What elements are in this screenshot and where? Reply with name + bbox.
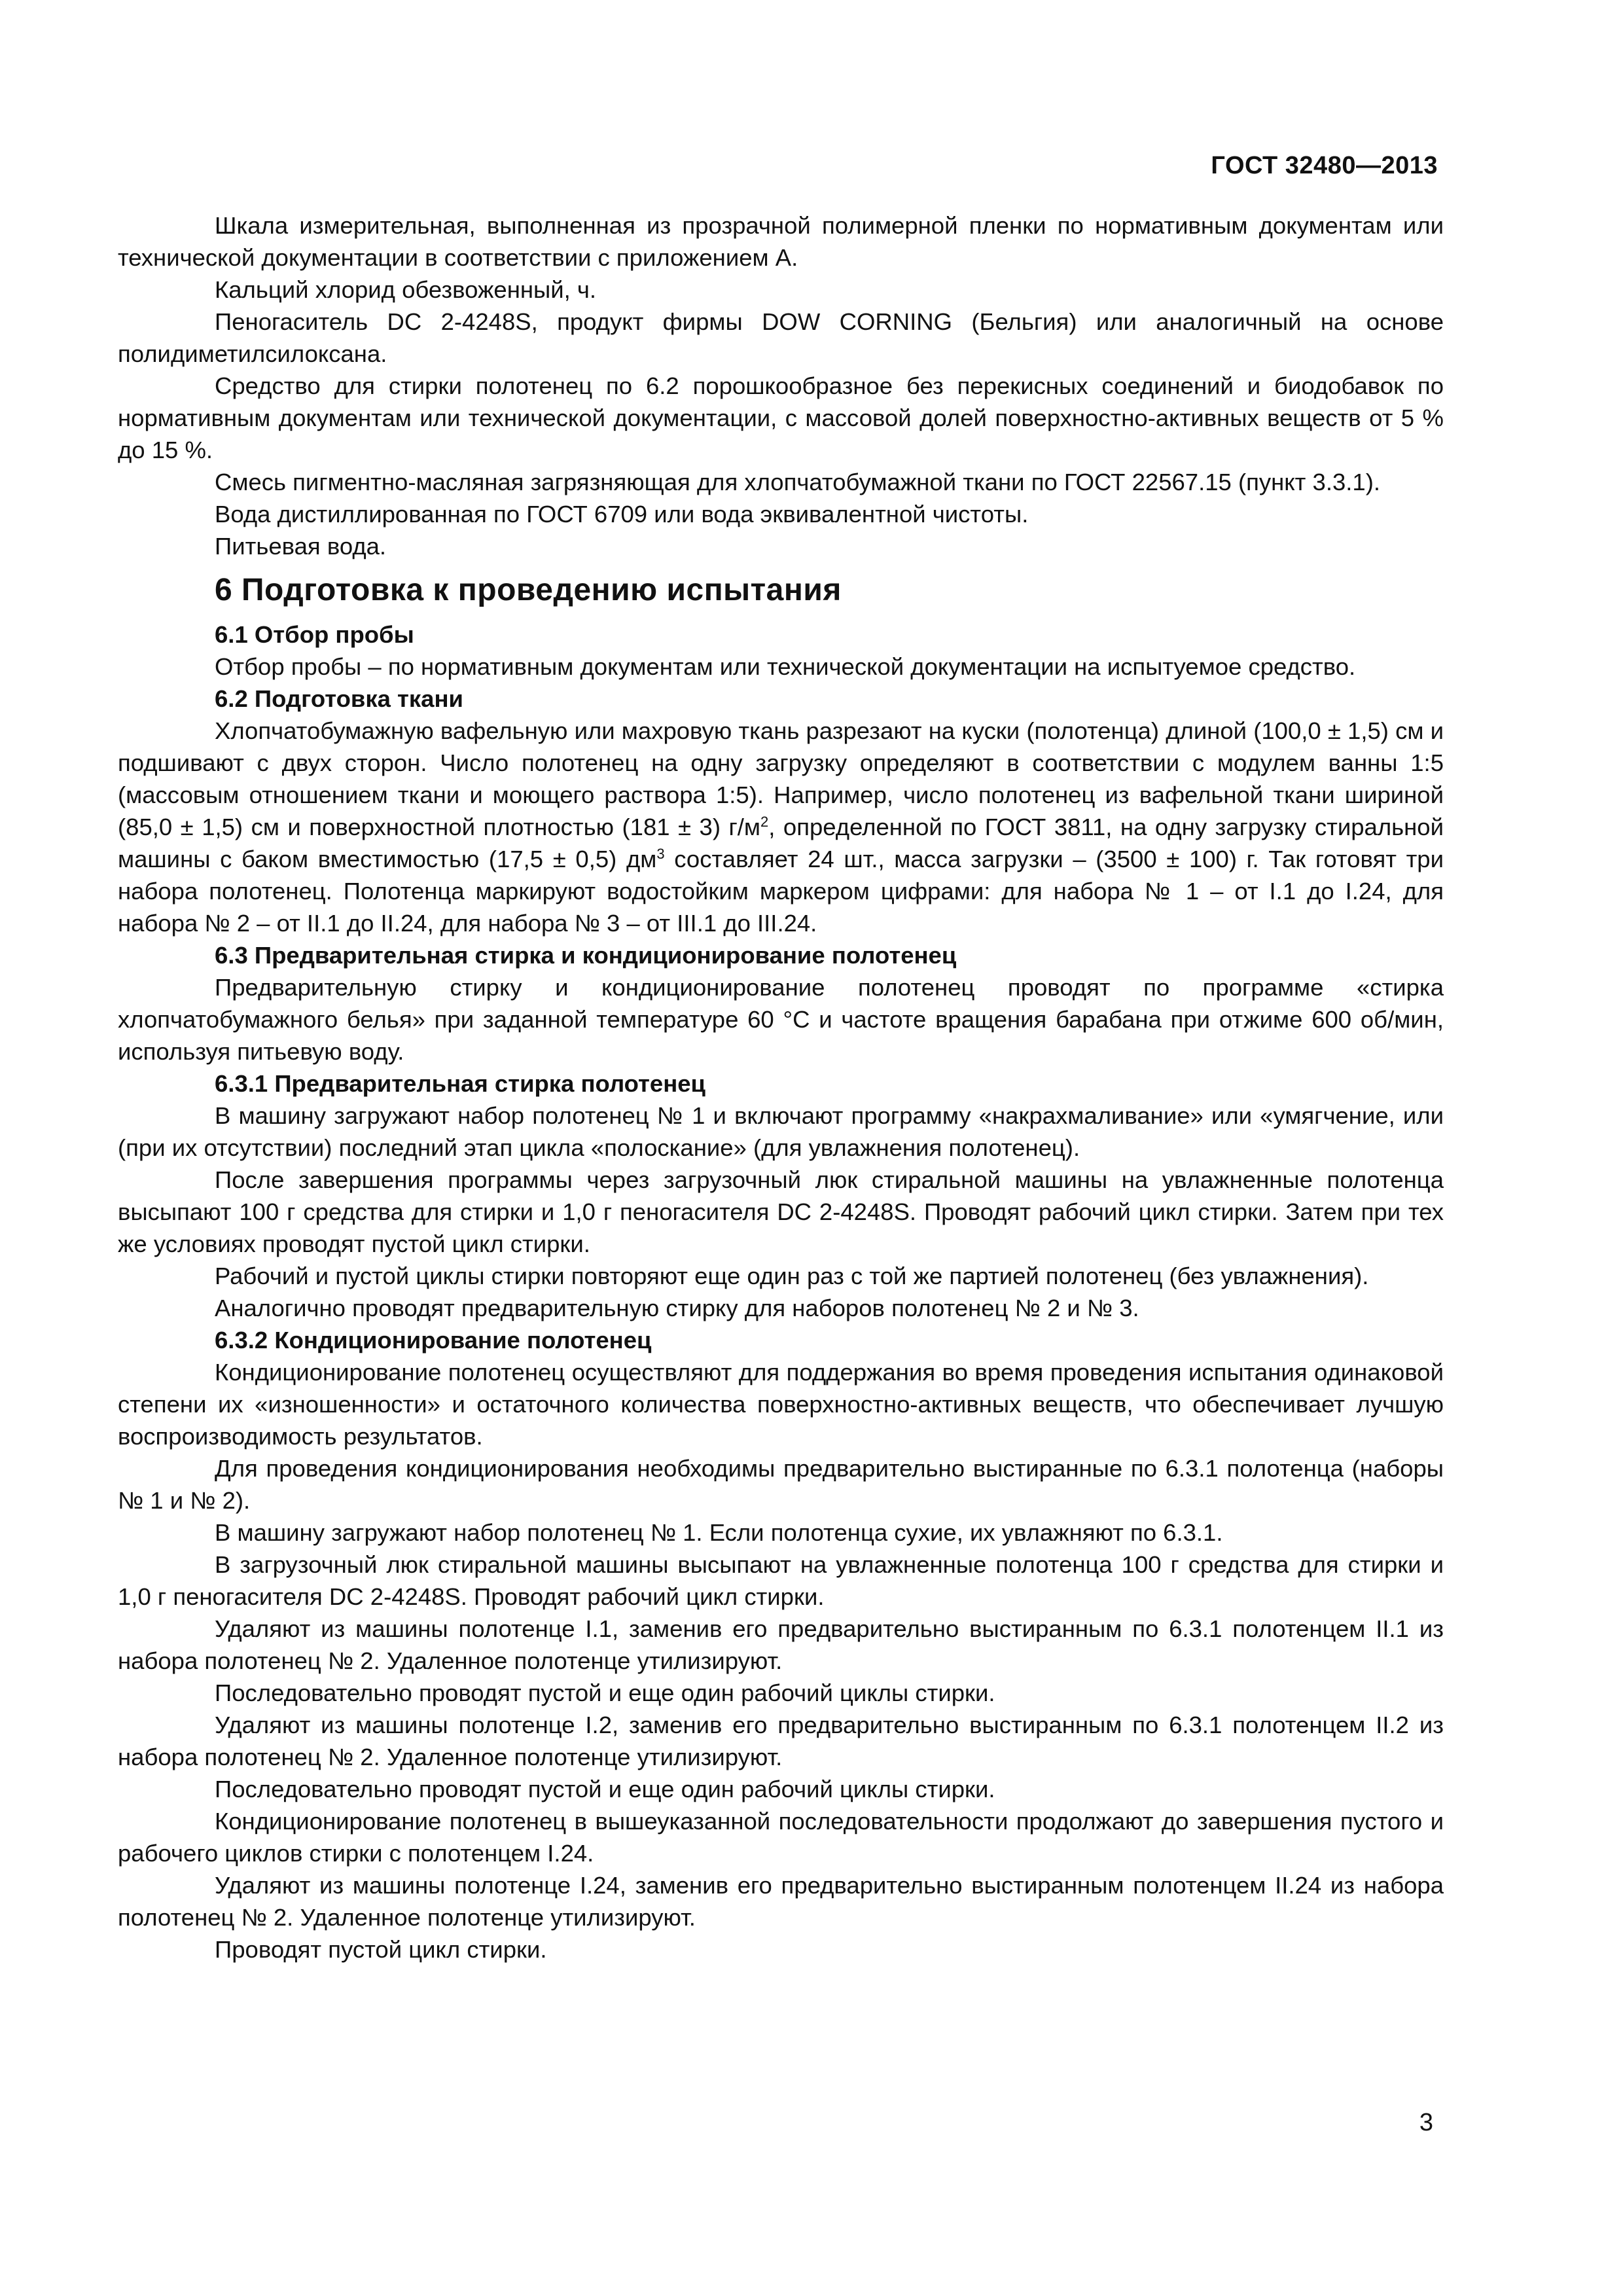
paragraph: Кондиционирование полотенец в вышеуказанной последовательности продолжают до завершения пустого и рабочего циклов стирки с полотенцем I.24. — [118, 1808, 1444, 1867]
paragraph: Предварительную стирку и кондиционирование полотенец проводят по программе «стирка хлопчатобумажного белья» при заданной температуре 60 °С и частоте вращения барабана при отжиме 600 об/мин, используя питьевую воду. — [118, 974, 1444, 1065]
paragraph: В машину загружают набор полотенец № 1. Если полотенца сухие, их увлажняют по 6.3.1. — [215, 1519, 1223, 1546]
paragraph: Отбор пробы – по нормативным документам или технической документации на испытуемое средство. — [215, 653, 1356, 680]
paragraph: Аналогично проводят предварительную стирку для наборов полотенец № 2 и № 3. — [215, 1295, 1139, 1321]
section-6-heading: 6 Подготовка к проведению испытания — [215, 573, 842, 607]
section-6-3-2-heading: 6.3.2 Кондиционирование полотенец — [215, 1327, 652, 1354]
paragraph: Проводят пустой цикл стирки. — [215, 1936, 547, 1963]
paragraph: Вода дистиллированная по ГОСТ 6709 или вода эквивалентной чистоты. — [215, 501, 1029, 528]
text-run: составляет 24 шт., масса загрузки – (3500 ± 100) г. Так готовят три набора полотенец. Полотенца маркируют водостойким маркером цифрами: для набора № 1 – от I.1 до I.24, для набора № 2 – от II.1 до II.24, для набора № 3 – от III.1 до III.24. — [118, 846, 1444, 937]
paragraph: Удаляют из машины полотенце I.24, заменив его предварительно выстиранным полотенцем II.24 из набора полотенец № 2. Удаленное полотенце утилизируют. — [118, 1872, 1444, 1931]
section-6-3-heading: 6.3 Предварительная стирка и кондиционирование полотенец — [215, 942, 957, 969]
paragraph: Удаляют из машины полотенце I.1, заменив его предварительно выстиранным по 6.3.1 полотенцем II.1 из набора полотенец № 2. Удаленное полотенце утилизируют. — [118, 1615, 1444, 1674]
paragraph: Средство для стирки полотенец по 6.2 порошкообразное без перекисных соединений и биодобавок по нормативным документам или технической документации, с массовой долей поверхностно-активных веществ от 5 % до 15 %. — [118, 372, 1444, 463]
paragraph: Кальций хлорид обезвоженный, ч. — [215, 276, 597, 303]
paragraph: Для проведения кондиционирования необходимы предварительно выстиранные по 6.3.1 полотенца (наборы № 1 и № 2). — [118, 1455, 1444, 1514]
page-header: ГОСТ 32480—2013 — [1211, 152, 1438, 179]
paragraph: После завершения программы через загрузочный люк стиральной машины на увлажненные полотенца высыпают 100 г средства для стирки и 1,0 г пеногасителя DC 2-4248S. Проводят рабочий цикл стирки. Затем при тех же условиях проводят пустой цикл стирки. — [118, 1166, 1444, 1257]
paragraph: Рабочий и пустой циклы стирки повторяют еще один раз с той же партией полотенец (без увлажнения). — [215, 1263, 1369, 1289]
paragraph: В загрузочный люк стиральной машины высыпают на увлажненные полотенца 100 г средства для стирки и 1,0 г пеногасителя DC 2-4248S. Проводят рабочий цикл стирки. — [118, 1551, 1444, 1610]
paragraph: Пеногаситель DC 2-4248S, продукт фирмы DOW CORNING (Бельгия) или аналогичный на основе полидиметилсилоксана. — [118, 308, 1444, 367]
paragraph: В машину загружают набор полотенец № 1 и включают программу «накрахмаливание» или «умягчение, или (при их отсутствии) последний этап цикла «полоскание» (для увлажнения полотенец). — [118, 1102, 1444, 1161]
paragraph-6-2 — [118, 715, 1444, 939]
paragraph: Шкала измерительная, выполненная из прозрачной полимерной пленки по нормативным документам или технической документации в соответствии с приложением А. — [118, 212, 1444, 271]
paragraph: Питьевая вода. — [215, 533, 387, 560]
section-6-2-heading: 6.2 Подготовка ткани — [215, 685, 463, 712]
superscript: 3 — [656, 845, 665, 862]
document-body — [118, 209, 1444, 1965]
paragraph: Последовательно проводят пустой и еще один рабочий циклы стирки. — [215, 1776, 995, 1803]
section-6-3-1-heading: 6.3.1 Предварительная стирка полотенец — [215, 1070, 705, 1097]
superscript: 2 — [760, 813, 769, 830]
paragraph: Удаляют из машины полотенце I.2, заменив его предварительно выстиранным по 6.3.1 полотенцем II.2 из набора полотенец № 2. Удаленное полотенце утилизируют. — [118, 1712, 1444, 1770]
paragraph: Последовательно проводят пустой и еще один рабочий циклы стирки. — [215, 1679, 995, 1706]
paragraph: Кондиционирование полотенец осуществляют для поддержания во время проведения испытания одинаковой степени их «изношенности» и остаточного количества поверхностно-активных веществ, что обеспечивает лучшую воспроизводимость результатов. — [118, 1359, 1444, 1450]
text-run: Хлопчатобумажную вафельную или махровую ткань разрезают на куски (полотенца) длиной (100,0 ± 1,5) см и подшивают с двух сторон. Число полотенец на одну загрузку определяют в соответствии с модулем ванны 1:5 (массовым отношением ткани и моющего раствора 1:5). Например, число полотенец из вафельной ткани шириной (85,0 ± 1,5) см и поверхностной плотностью (181 ± 3) г/м — [118, 717, 1444, 840]
section-6-1-heading: 6.1 Отбор пробы — [215, 621, 414, 648]
text-run: , определенной по ГОСТ 3811, на одну загрузку стиральной машины с баком вместимостью (17,5 ± 0,5) дм — [118, 814, 1444, 872]
page-number: 3 — [1419, 2109, 1433, 2136]
paragraph: Смесь пигментно-масляная загрязняющая для хлопчатобумажной ткани по ГОСТ 22567.15 (пункт 3.3.1). — [215, 469, 1381, 495]
